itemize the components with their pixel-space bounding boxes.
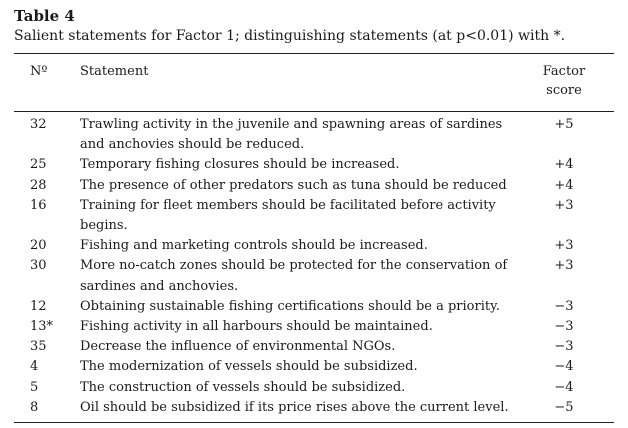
row-statement: Obtaining sustainable fishing certifications should be a priority. [80,298,500,314]
row-statement: Temporary fishing closures should be increased. [80,157,400,173]
table-row [14,378,614,398]
row-statement: Training for fleet members should be facilitated before activity begins. [80,197,496,234]
table-container [14,6,614,415]
table-row [14,196,614,236]
row-number: 35 [30,339,47,355]
header-factor-score-line1: Factor [542,64,586,79]
row-number: 16 [30,197,47,213]
table-row [14,337,614,357]
row-factor-score: −3 [554,319,574,335]
table-row [14,236,614,256]
table-row [14,155,614,175]
table-row [14,357,614,377]
top-rule [14,53,614,54]
row-number: 13* [30,319,54,335]
table-row [14,297,614,317]
row-statement: More no-catch zones should be protected for the conservation of sardines and anchovies. [80,258,508,294]
row-number: 12 [30,298,47,314]
header-rule [14,111,614,112]
header-factor-score [522,62,606,100]
table-row [14,317,614,337]
row-factor-score: +4 [554,177,574,193]
table-row [14,256,614,296]
row-number: 25 [30,157,47,173]
row-factor-score: −3 [554,298,574,314]
table-title: Table 4 [14,7,75,25]
header-factor-score-line2: score [546,83,582,98]
row-factor-score: −4 [554,379,574,395]
row-number: 30 [30,258,47,274]
row-statement: The construction of vessels should be subsidized. [80,379,406,395]
row-number: 5 [30,379,39,395]
header-number: Nº [30,64,48,79]
row-factor-score: −4 [554,359,574,375]
table-row [14,176,614,196]
row-number: 32 [30,117,47,132]
row-statement: Fishing and marketing controls should be increased. [80,238,428,254]
row-factor-score: +3 [554,238,574,254]
row-statement: Fishing activity in all harbours should be maintained. [80,319,433,335]
row-number: 28 [30,177,47,193]
table-row [14,115,614,155]
bottom-rule [14,422,614,423]
row-factor-score: +3 [554,258,574,274]
row-factor-score: −5 [554,399,574,415]
table-caption: Salient statements for Factor 1; distinguishing statements (at p<0.01) with *. [14,28,566,44]
row-factor-score: +5 [554,117,574,132]
row-statement: Decrease the influence of environmental NGOs. [80,339,396,355]
table-body [14,115,614,418]
row-number: 20 [30,238,47,254]
row-number: 8 [30,399,39,415]
row-factor-score: +3 [554,197,574,213]
row-factor-score: −3 [554,339,574,355]
row-statement: Oil should be subsidized if its price rises above the current level. [80,399,509,415]
row-statement: Trawling activity in the juvenile and spawning areas of sardines and anchovies should be reduced. [80,117,503,153]
row-statement: The modernization of vessels should be subsidized. [80,359,418,375]
row-number: 4 [30,359,39,375]
header-statement: Statement [80,64,149,79]
table-row [14,398,614,418]
row-factor-score: +4 [554,157,574,173]
row-statement: The presence of other predators such as tuna should be reduced [80,177,507,193]
